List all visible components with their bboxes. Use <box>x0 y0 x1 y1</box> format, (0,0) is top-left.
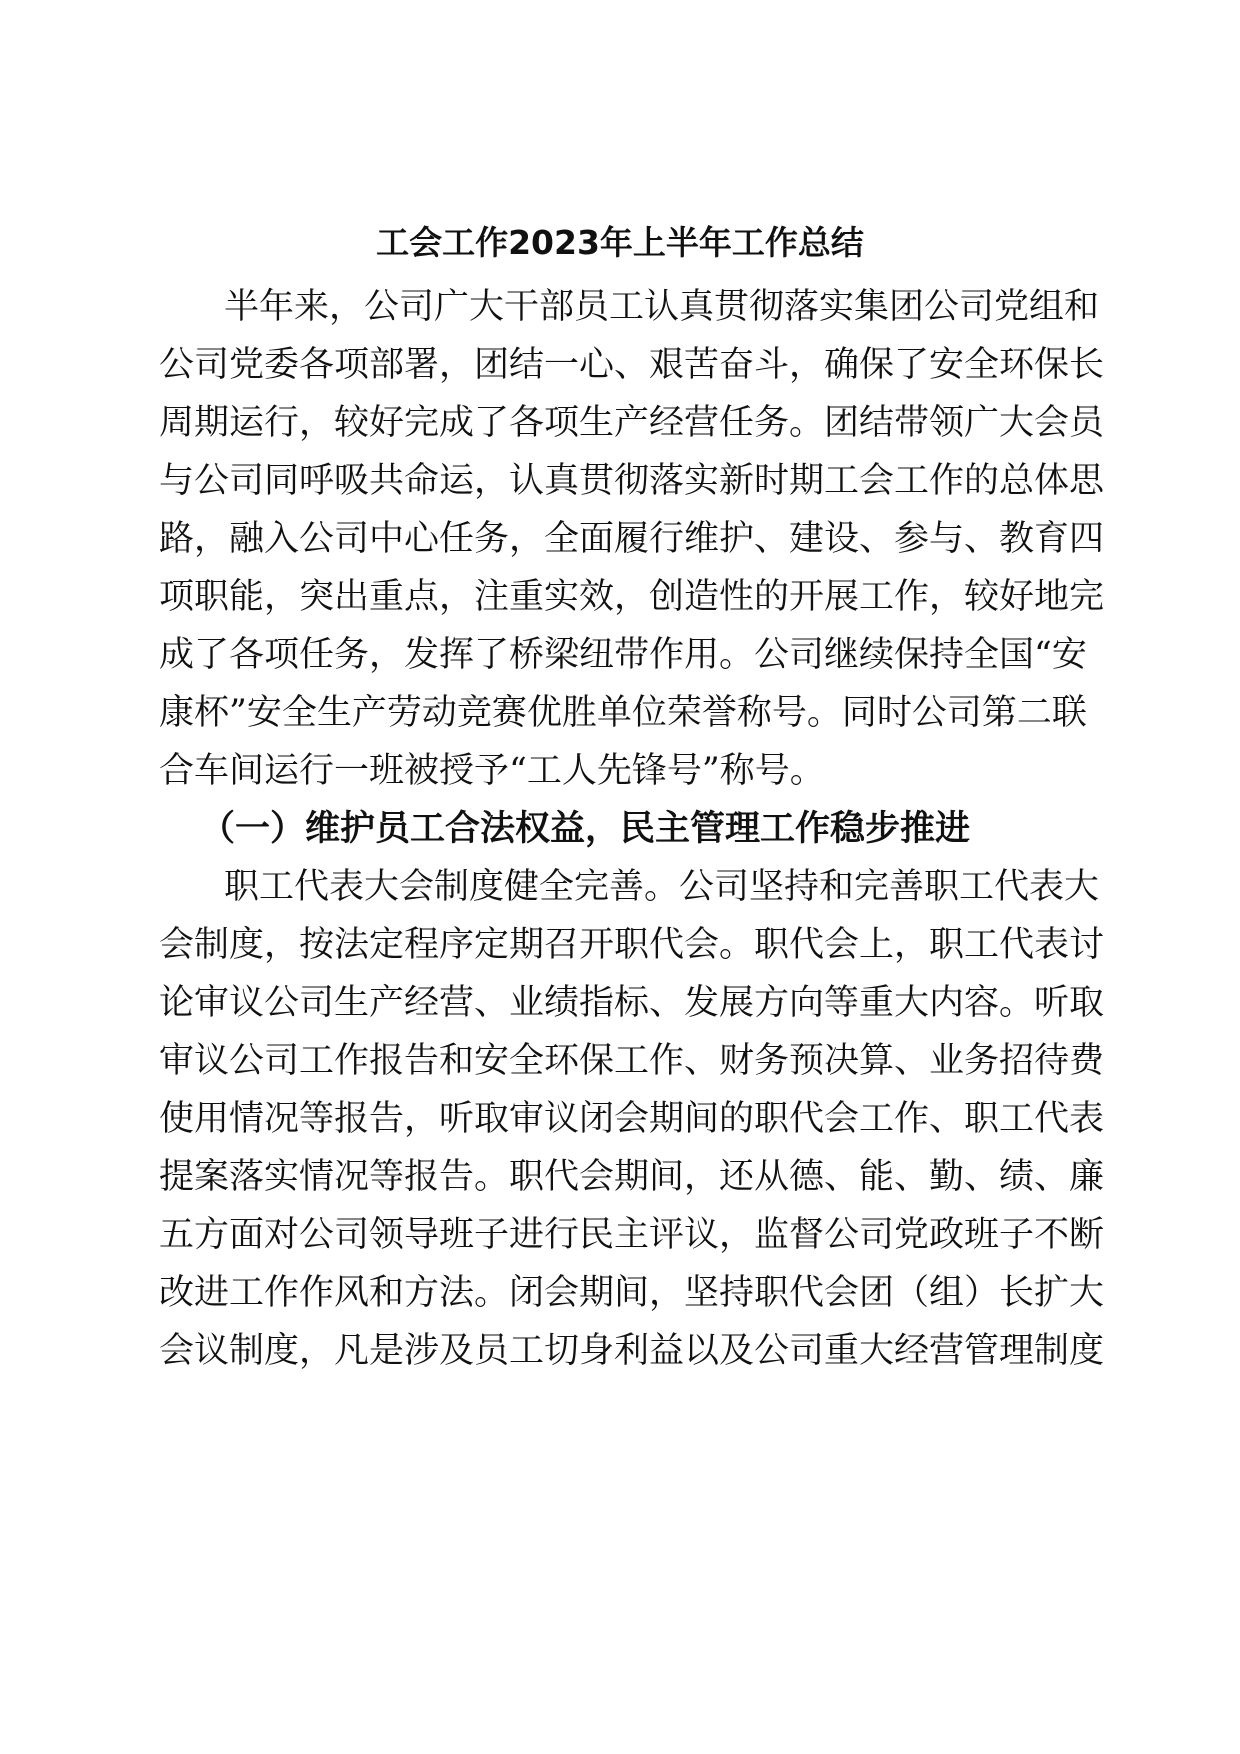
text-line: 会制度，按法定程序定期召开职代会。职代会上，职工代表讨 <box>159 925 1105 965</box>
text-line: 公司党委各项部署，团结一心、艰苦奋斗，确保了安全环保长 <box>159 345 1105 385</box>
text-line: 提案落实情况等报告。职代会期间，还从德、能、勤、绩、廉 <box>159 1157 1105 1197</box>
text-line: 改进工作作风和方法。闭会期间，坚持职代会团（组）长扩大 <box>159 1273 1105 1313</box>
text-line: 会议制度，凡是涉及员工切身利益以及公司重大经营管理制度 <box>159 1331 1105 1371</box>
text-line: 五方面对公司领导班子进行民主评议，监督公司党政班子不断 <box>159 1215 1105 1255</box>
text-line: 职工代表大会制度健全完善。公司坚持和完善职工代表大 <box>224 867 1100 907</box>
text-line: 成了各项任务，发挥了桥梁纽带作用。公司继续保持全国“安 <box>159 635 1087 675</box>
text-line: 与公司同呼吸共命运，认真贯彻落实新时期工会工作的总体思 <box>159 461 1105 501</box>
text-line: 路，融入公司中心任务，全面履行维护、建设、参与、教育四 <box>159 519 1105 559</box>
section-heading: （一）维护员工合法权益，民主管理工作稳步推进 <box>200 809 971 849</box>
text-line: 论审议公司生产经营、业绩指标、发展方向等重大内容。听取 <box>159 983 1105 1023</box>
text-line: 康杯”安全生产劳动竞赛优胜单位荣誉称号。同时公司第二联 <box>159 693 1087 733</box>
document-title: 工会工作2023年上半年工作总结 <box>376 223 864 262</box>
text-line: 使用情况等报告，听取审议闭会期间的职代会工作、职工代表 <box>159 1099 1105 1139</box>
text-line: 审议公司工作报告和安全环保工作、财务预决算、业务招待费 <box>159 1041 1105 1081</box>
text-line: 合车间运行一班被授予“工人先锋号”称号。 <box>159 751 825 791</box>
text-line: 项职能，突出重点，注重实效，创造性的开展工作，较好地完 <box>159 577 1105 617</box>
text-line: 半年来，公司广大干部员工认真贯彻落实集团公司党组和 <box>224 287 1100 327</box>
text-line: 周期运行，较好完成了各项生产经营任务。团结带领广大会员 <box>159 403 1105 443</box>
